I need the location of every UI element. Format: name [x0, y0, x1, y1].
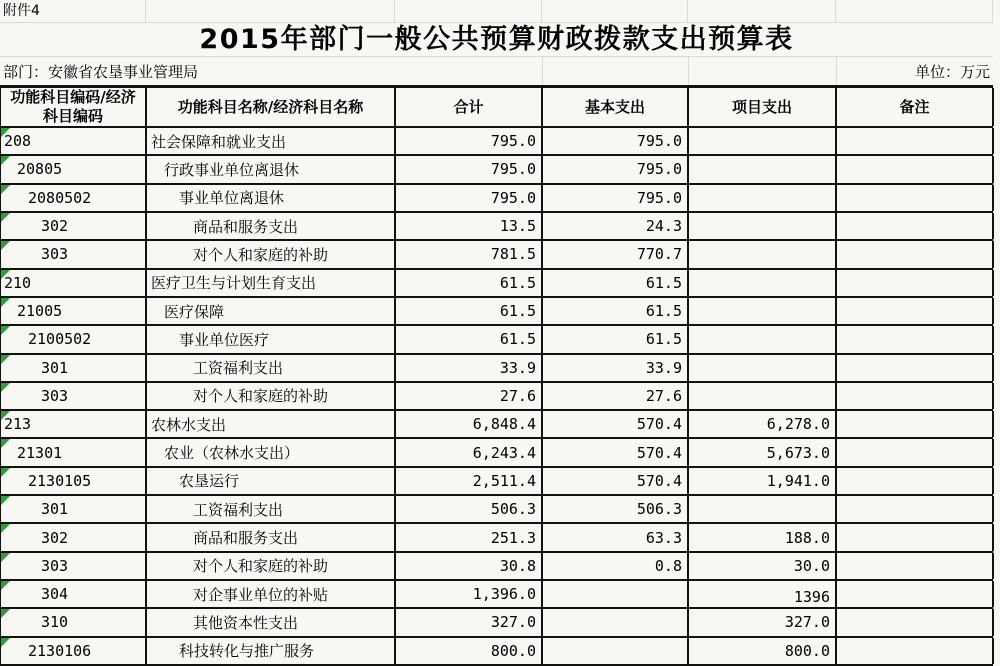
total-cell-text: 795.0 — [490, 132, 536, 151]
total-cell[interactable] — [396, 411, 543, 437]
note-cell[interactable] — [837, 496, 994, 522]
error-indicator-icon — [1, 383, 10, 392]
name-cell[interactable] — [147, 298, 396, 324]
name-cell-text: 农业（农林水支出） — [164, 444, 300, 463]
basic-cell[interactable] — [543, 270, 689, 296]
error-indicator-icon — [1, 156, 10, 165]
total-cell-text: 30.8 — [499, 556, 536, 575]
name-cell-text: 社会保障和就业支出 — [151, 132, 287, 151]
name-cell-text: 农垦运行 — [179, 472, 240, 491]
name-cell-text: 医疗保障 — [164, 302, 225, 321]
name-cell[interactable] — [147, 553, 396, 579]
code-cell[interactable] — [1, 496, 147, 522]
total-cell[interactable] — [396, 609, 543, 635]
total-cell-text: 27.6 — [499, 386, 536, 405]
code-cell[interactable] — [1, 156, 147, 182]
total-cell-text: 61.5 — [499, 302, 536, 321]
error-indicator-icon — [1, 355, 10, 364]
code-cell-text: 303 — [41, 556, 69, 575]
project-cell[interactable] — [689, 298, 837, 324]
header-note-column[interactable] — [837, 88, 994, 126]
table-row — [0, 553, 993, 581]
note-cell[interactable] — [837, 553, 994, 579]
total-cell[interactable] — [396, 241, 543, 267]
name-cell-text: 商品和服务支出 — [193, 217, 299, 236]
error-indicator-icon — [1, 326, 10, 335]
error-indicator-icon — [1, 185, 10, 194]
department-label: 部门：安徽省农垦事业管理局 — [3, 62, 199, 81]
total-cell-text: 781.5 — [490, 245, 536, 264]
empty-grid-cell[interactable] — [836, 0, 993, 22]
code-cell-text: 301 — [41, 500, 69, 519]
error-indicator-icon — [1, 128, 10, 137]
basic-cell-text: 506.3 — [636, 500, 682, 519]
total-cell-text: 795.0 — [490, 160, 536, 179]
code-cell-text: 21301 — [17, 443, 63, 462]
basic-cell[interactable] — [543, 524, 689, 550]
project-cell[interactable] — [689, 128, 837, 154]
code-cell-text: 301 — [41, 358, 69, 377]
basic-cell-text: 0.8 — [654, 556, 682, 575]
name-cell[interactable] — [147, 270, 396, 296]
project-cell-text: 188.0 — [784, 528, 830, 547]
note-cell[interactable] — [837, 638, 994, 664]
note-cell[interactable] — [837, 609, 994, 635]
project-cell[interactable] — [689, 496, 837, 522]
error-indicator-icon — [1, 241, 10, 250]
code-cell-text: 20805 — [17, 160, 63, 179]
code-cell[interactable] — [1, 383, 147, 409]
total-cell[interactable] — [396, 524, 543, 550]
name-cell-text: 商品和服务支出 — [193, 529, 299, 548]
project-cell[interactable] — [689, 553, 837, 579]
table-row — [0, 439, 993, 467]
project-cell[interactable] — [689, 411, 837, 437]
note-cell[interactable] — [837, 326, 994, 352]
total-cell-text: 6,848.4 — [472, 415, 536, 434]
gridline — [836, 57, 837, 85]
code-cell-text: 2130106 — [28, 641, 92, 660]
code-cell[interactable] — [1, 581, 147, 607]
basic-cell[interactable] — [543, 468, 689, 494]
table-row — [0, 496, 993, 524]
table-row — [0, 298, 993, 326]
code-cell[interactable] — [1, 185, 147, 211]
table-row — [0, 241, 993, 269]
error-indicator-icon — [1, 638, 10, 647]
total-cell-text: 33.9 — [499, 358, 536, 377]
code-cell[interactable] — [1, 638, 147, 664]
project-cell[interactable] — [689, 270, 837, 296]
code-cell[interactable] — [1, 439, 147, 465]
total-cell[interactable] — [396, 185, 543, 211]
table-row — [0, 156, 993, 184]
error-indicator-icon — [1, 581, 10, 590]
name-cell-text: 对个人和家庭的补助 — [193, 245, 329, 264]
code-cell-text: 210 — [4, 273, 32, 292]
code-cell-text: 2130105 — [28, 471, 92, 490]
project-cell[interactable] — [689, 609, 837, 635]
name-cell[interactable] — [147, 156, 396, 182]
basic-cell-text: 795.0 — [636, 188, 682, 207]
project-cell-text: 327.0 — [784, 613, 830, 632]
total-cell[interactable] — [396, 468, 543, 494]
code-cell-text: 2100502 — [28, 330, 92, 349]
name-cell[interactable] — [147, 638, 396, 664]
basic-cell[interactable] — [543, 496, 689, 522]
code-cell-text: 310 — [41, 613, 69, 632]
empty-grid-cell[interactable] — [542, 0, 688, 22]
basic-cell[interactable] — [543, 298, 689, 324]
gridline — [542, 57, 543, 85]
error-indicator-icon — [1, 411, 10, 420]
basic-cell[interactable] — [543, 355, 689, 381]
code-cell-text: 302 — [41, 217, 69, 236]
total-cell[interactable] — [396, 553, 543, 579]
note-cell[interactable] — [837, 128, 994, 154]
error-indicator-icon — [1, 213, 10, 222]
code-cell-text: 2080502 — [28, 188, 92, 207]
total-cell[interactable] — [396, 383, 543, 409]
project-cell-text: 1,941.0 — [766, 471, 830, 490]
header-total-label: 合计 — [453, 97, 484, 116]
code-cell[interactable] — [1, 355, 147, 381]
name-cell[interactable] — [147, 326, 396, 352]
header-name-column[interactable] — [147, 88, 396, 126]
total-cell-text: 1,396.0 — [472, 585, 536, 604]
project-cell[interactable] — [689, 213, 837, 239]
basic-cell[interactable] — [543, 553, 689, 579]
name-cell-text: 事业单位医疗 — [179, 330, 270, 349]
project-cell[interactable] — [689, 638, 837, 664]
name-cell[interactable] — [147, 524, 396, 550]
name-cell-text: 对个人和家庭的补助 — [193, 557, 329, 576]
total-cell[interactable] — [396, 326, 543, 352]
code-cell[interactable] — [1, 213, 147, 239]
code-cell[interactable] — [1, 326, 147, 352]
table-header-row — [0, 85, 993, 128]
header-name-label: 功能科目名称/经济科目名称 — [177, 97, 364, 116]
basic-cell[interactable] — [543, 383, 689, 409]
error-indicator-icon — [1, 524, 10, 533]
basic-cell-text: 570.4 — [636, 443, 682, 462]
error-indicator-icon — [1, 496, 10, 505]
page-title: 2015年部门一般公共预算财政拨款支出预算表 — [199, 24, 794, 55]
total-cell-text: 506.3 — [490, 500, 536, 519]
table-body — [0, 128, 1000, 666]
name-cell-text: 对个人和家庭的补助 — [193, 387, 329, 406]
error-indicator-icon — [1, 468, 10, 477]
note-cell[interactable] — [837, 298, 994, 324]
name-cell[interactable] — [147, 185, 396, 211]
error-indicator-icon — [1, 553, 10, 562]
table-row — [0, 468, 993, 496]
total-cell[interactable] — [396, 638, 543, 664]
empty-grid-cell[interactable] — [146, 0, 395, 22]
name-cell[interactable] — [147, 383, 396, 409]
code-cell-text: 208 — [4, 132, 32, 151]
basic-cell-text: 570.4 — [636, 471, 682, 490]
table-row — [0, 609, 993, 637]
header-basic-column[interactable] — [543, 88, 689, 126]
project-cell-text: 30.0 — [793, 556, 830, 575]
project-cell[interactable] — [689, 241, 837, 267]
project-cell[interactable] — [689, 468, 837, 494]
note-cell[interactable] — [837, 411, 994, 437]
project-cell-text: 800.0 — [784, 641, 830, 660]
project-cell-text: 1396 — [793, 588, 830, 607]
project-cell[interactable] — [689, 581, 837, 607]
table-row — [0, 128, 993, 156]
total-cell-text: 6,243.4 — [472, 443, 536, 462]
basic-cell-text: 27.6 — [645, 386, 682, 405]
total-cell-text: 61.5 — [499, 273, 536, 292]
name-cell[interactable] — [147, 128, 396, 154]
table-row — [0, 383, 993, 411]
code-cell-text: 302 — [41, 528, 69, 547]
name-cell[interactable] — [147, 468, 396, 494]
unit-label: 单位：万元 — [914, 62, 990, 81]
total-cell-text: 2,511.4 — [472, 471, 536, 490]
name-cell-text: 工资福利支出 — [193, 500, 284, 519]
name-cell-text: 行政事业单位离退休 — [164, 160, 300, 179]
basic-cell-text: 33.9 — [645, 358, 682, 377]
code-cell[interactable] — [1, 270, 147, 296]
attachment-row — [0, 0, 993, 23]
header-project-column[interactable] — [689, 88, 837, 126]
basic-cell[interactable] — [543, 439, 689, 465]
project-cell[interactable] — [689, 355, 837, 381]
basic-cell[interactable] — [543, 326, 689, 352]
basic-cell[interactable] — [543, 411, 689, 437]
empty-grid-cell[interactable] — [688, 0, 836, 22]
total-cell[interactable] — [396, 128, 543, 154]
code-cell[interactable] — [1, 241, 147, 267]
table-row — [0, 355, 993, 383]
project-cell[interactable] — [689, 326, 837, 352]
code-cell[interactable] — [1, 609, 147, 635]
code-cell[interactable] — [1, 468, 147, 494]
attachment-cell[interactable] — [0, 0, 146, 22]
name-cell-text: 对企事业单位的补贴 — [193, 585, 329, 604]
empty-grid-cell[interactable] — [395, 0, 542, 22]
code-cell-text: 213 — [4, 415, 32, 434]
name-cell-text: 事业单位离退休 — [179, 189, 285, 208]
code-cell[interactable] — [1, 128, 147, 154]
name-cell-text: 医疗卫生与计划生育支出 — [151, 274, 317, 293]
code-cell[interactable] — [1, 524, 147, 550]
header-code-column[interactable] — [1, 88, 147, 126]
basic-cell[interactable] — [543, 638, 689, 664]
table-row — [0, 270, 993, 298]
total-cell[interactable] — [396, 270, 543, 296]
basic-cell-text: 61.5 — [645, 273, 682, 292]
name-cell-text: 其他资本性支出 — [193, 613, 299, 632]
error-indicator-icon — [1, 270, 10, 279]
gridline — [688, 57, 689, 85]
project-cell-text: 6,278.0 — [766, 415, 830, 434]
table-row — [0, 411, 993, 439]
total-cell-text: 795.0 — [490, 188, 536, 207]
header-basic-label: 基本支出 — [584, 97, 645, 116]
name-cell[interactable] — [147, 355, 396, 381]
project-cell[interactable] — [689, 185, 837, 211]
basic-cell[interactable] — [543, 213, 689, 239]
note-cell[interactable] — [837, 241, 994, 267]
name-cell[interactable] — [147, 496, 396, 522]
table-row — [0, 638, 993, 666]
header-total-column[interactable] — [396, 88, 543, 126]
basic-cell[interactable] — [543, 581, 689, 607]
error-indicator-icon — [1, 298, 10, 307]
code-cell-text: 21005 — [17, 302, 63, 321]
table-row — [0, 326, 993, 354]
code-cell-text: 304 — [41, 585, 69, 604]
department-row — [0, 57, 993, 85]
total-cell-text: 61.5 — [499, 330, 536, 349]
project-cell[interactable] — [689, 156, 837, 182]
basic-cell[interactable] — [543, 241, 689, 267]
basic-cell-text: 795.0 — [636, 132, 682, 151]
name-cell-text: 农林水支出 — [151, 415, 227, 434]
note-cell[interactable] — [837, 468, 994, 494]
basic-cell[interactable] — [543, 609, 689, 635]
total-cell-text: 13.5 — [499, 217, 536, 236]
note-cell[interactable] — [837, 213, 994, 239]
name-cell[interactable] — [147, 609, 396, 635]
project-cell-text: 5,673.0 — [766, 443, 830, 462]
basic-cell-text: 61.5 — [645, 330, 682, 349]
project-cell[interactable] — [689, 383, 837, 409]
note-cell[interactable] — [837, 581, 994, 607]
name-cell[interactable] — [147, 241, 396, 267]
note-cell[interactable] — [837, 355, 994, 381]
total-cell[interactable] — [396, 439, 543, 465]
code-cell[interactable] — [1, 411, 147, 437]
basic-cell-text: 63.3 — [645, 528, 682, 547]
note-cell[interactable] — [837, 383, 994, 409]
name-cell-text: 科技转化与推广服务 — [179, 642, 315, 661]
basic-cell-text: 570.4 — [636, 415, 682, 434]
error-indicator-icon — [1, 439, 10, 448]
project-cell[interactable] — [689, 524, 837, 550]
name-cell-text: 工资福利支出 — [193, 359, 284, 378]
note-cell[interactable] — [837, 156, 994, 182]
table-row — [0, 581, 993, 609]
basic-cell-text: 24.3 — [645, 217, 682, 236]
basic-cell-text: 770.7 — [636, 245, 682, 264]
name-cell[interactable] — [147, 439, 396, 465]
table-row — [0, 524, 993, 552]
total-cell[interactable] — [396, 156, 543, 182]
project-cell[interactable] — [689, 439, 837, 465]
attachment-label: 附件4 — [3, 3, 40, 19]
note-cell[interactable] — [837, 270, 994, 296]
total-cell[interactable] — [396, 496, 543, 522]
note-cell[interactable] — [837, 185, 994, 211]
total-cell[interactable] — [396, 355, 543, 381]
basic-cell-text: 61.5 — [645, 302, 682, 321]
code-cell[interactable] — [1, 298, 147, 324]
code-cell-text: 303 — [41, 245, 69, 264]
total-cell[interactable] — [396, 581, 543, 607]
name-cell[interactable] — [147, 581, 396, 607]
title-row — [0, 23, 993, 57]
total-cell[interactable] — [396, 298, 543, 324]
name-cell[interactable] — [147, 213, 396, 239]
note-cell[interactable] — [837, 439, 994, 465]
header-code-line1: 功能科目编码/经济 — [10, 88, 136, 107]
header-note-label: 备注 — [899, 97, 930, 116]
header-project-label: 项目支出 — [731, 97, 792, 116]
table-row — [0, 185, 993, 213]
total-cell-text: 327.0 — [490, 613, 536, 632]
basic-cell-text: 795.0 — [636, 160, 682, 179]
code-cell-text: 303 — [41, 386, 69, 405]
total-cell-text: 800.0 — [490, 641, 536, 660]
note-cell[interactable] — [837, 524, 994, 550]
basic-cell[interactable] — [543, 185, 689, 211]
basic-cell[interactable] — [543, 156, 689, 182]
basic-cell[interactable] — [543, 128, 689, 154]
name-cell[interactable] — [147, 411, 396, 437]
header-code-line2: 科目编码 — [42, 107, 103, 125]
total-cell[interactable] — [396, 213, 543, 239]
total-cell-text: 251.3 — [490, 528, 536, 547]
table-row — [0, 213, 993, 241]
error-indicator-icon — [1, 609, 10, 618]
code-cell[interactable] — [1, 553, 147, 579]
